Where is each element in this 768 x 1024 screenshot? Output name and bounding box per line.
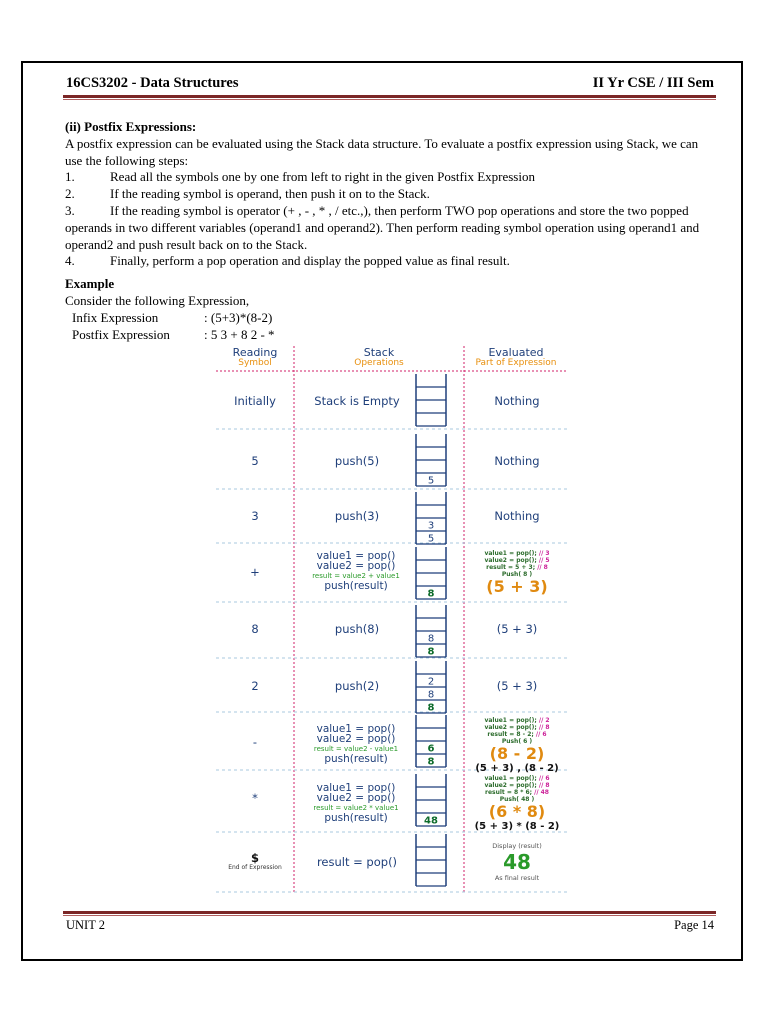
row-symbol-sub: End of Expression [228,864,282,871]
row-operation: push(8) [334,622,380,636]
header-reading-symbol: Reading Symbol [232,346,278,368]
row-operations: value1 = pop() value2 = pop() result = value2 + value1 push(result) [312,550,400,592]
stack-diagram [416,834,446,886]
stack-value: 8 [427,588,435,600]
row-operation: result = pop() [316,855,398,869]
section-title: (ii) Postfix Expressions: [65,119,197,134]
stack-diagram [416,715,446,768]
stack-value: 2 [427,676,435,688]
example-heading: Example [65,276,115,292]
step-4: 4. Finally, perform a pop operation and display the popped value as final result. [65,253,510,269]
row-evaluated: Nothing [494,509,540,523]
row-evaluated: value1 = pop(); // 6 value2 = pop(); // 8 result = 8 * 6; // 48 Push( 48 ) (6 * 8) (5 + 3) * (8 - 2) [474,775,560,832]
row-evaluated: Nothing [494,394,540,408]
row-symbol: 3 [251,509,259,523]
row-operation: Stack is Empty [314,394,400,408]
row-symbol: 2 [251,679,259,693]
stack-value: 8 [427,689,435,701]
stack-diagram [416,661,446,714]
course-title: 16CS3202 - Data Structures [66,75,239,91]
stack-value: 8 [427,646,435,658]
infix-line: Infix Expression : (5+3)*(8-2) [72,309,273,325]
stack-value: 48 [424,815,438,827]
stack-value: 5 [427,533,435,545]
stack-drawings [216,346,568,894]
class-info: II Yr CSE / III Sem [592,75,714,91]
stack-value: 5 [427,475,435,487]
row-symbol: 8 [251,622,259,636]
header-evaluated: Evaluated Part of Expression [475,346,557,368]
row-evaluated: (5 + 3) [496,622,538,636]
row-evaluated: Display (result) 48 As final result [492,842,542,882]
stack-diagram [416,547,446,600]
row-symbol: + [250,565,260,579]
row-operation: push(5) [334,454,380,468]
stack-value: 6 [427,743,435,755]
stack-diagram [416,374,446,426]
document-body [65,119,715,343]
row-symbol: $ [250,851,259,865]
intro-paragraph: A postfix expression can be evaluated using the Stack data structure. To evaluate a postfix expression using Stack, we can use the following steps: [65,135,699,168]
row-operation: push(2) [334,679,380,693]
unit-label: UNIT 2 [66,918,106,932]
header-stack-operations: Stack Operations [354,346,404,368]
row-evaluated: (5 + 3) [496,679,538,693]
header-rule [63,95,716,100]
row-symbol: * [252,791,258,805]
step-2: 2. If the reading symbol is operand, then push it on to the Stack. [65,186,430,202]
stack-value: 8 [427,702,435,714]
row-evaluated: value1 = pop(); // 2 value2 = pop(); // 8 result = 8 - 2; // 6 Push( 6 ) (8 - 2) (5 + 3) , (8 - 2) [475,717,559,774]
row-operations: value1 = pop() value2 = pop() result = value2 * value1 push(result) [313,782,399,824]
stack-value: 8 [427,633,435,645]
page-number: Page 14 [674,918,714,932]
row-symbol: - [252,735,258,749]
stack-diagram [416,492,446,545]
row-operation: push(3) [334,509,380,523]
row-operations: value1 = pop() value2 = pop() result = value2 - value1 push(result) [313,723,399,765]
postfix-line: Postfix Expression : 5 3 + 8 2 - * [72,326,275,342]
stack-diagram [416,434,446,487]
step-1: 1. Read all the symbols one by one from left to right in the given Postfix Expression [65,169,535,185]
stack-value: 3 [427,520,435,532]
row-symbol: 5 [251,454,259,468]
stack-diagram [416,605,446,658]
postfix-evaluation-diagram [216,346,568,894]
row-evaluated: value1 = pop(); // 3 value2 = pop(); // 5 result = 5 + 3; // 8 Push( 8 ) (5 + 3) [484,550,550,596]
step-3: 3. If the reading symbol is operator (+ , - , * , / etc.,), then perform TWO pop operations and store the two popped operands in two different variables (operand1 and operand2). Then perform reading symbol operation using operand1 and operand2 and push result back on to the Stack. [65,202,700,252]
example-intro: Consider the following Expression, [65,292,250,308]
stack-diagram [416,774,446,827]
row-evaluated: Nothing [494,454,540,468]
row-symbol: Initially [234,394,276,408]
footer-rule [63,911,716,916]
stack-value: 8 [427,756,435,768]
